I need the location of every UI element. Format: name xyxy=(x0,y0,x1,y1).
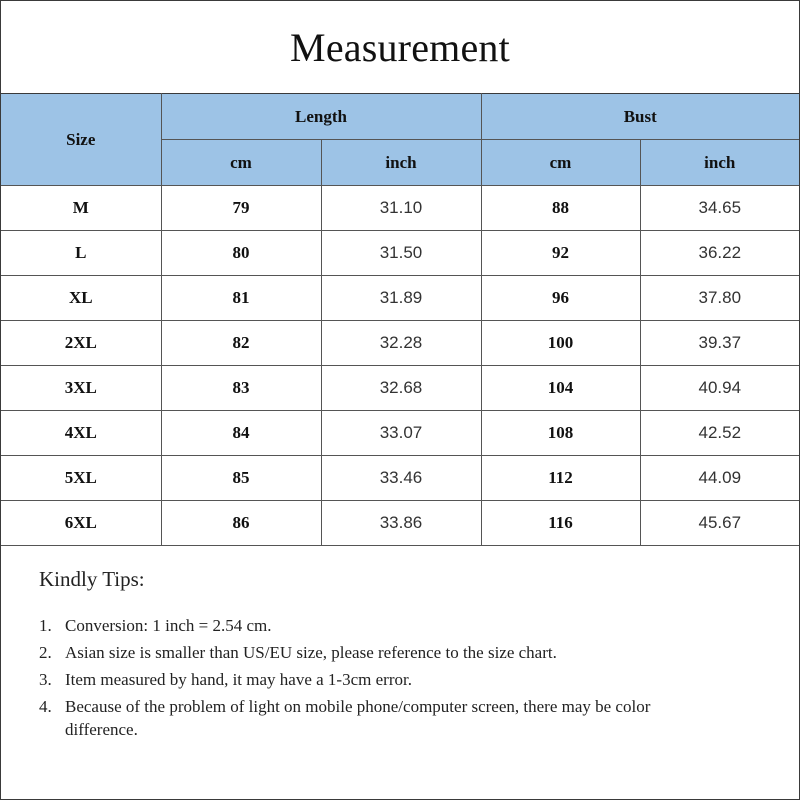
bust-cm-cell: 100 xyxy=(481,321,640,366)
length-cm-cell: 85 xyxy=(161,456,321,501)
tip-item xyxy=(39,641,779,664)
page-title: Measurement xyxy=(290,24,510,70)
bust-cm-cell: 112 xyxy=(481,456,640,501)
bust-inch-cell: 40.94 xyxy=(640,366,799,411)
bust-inch-cell: 45.67 xyxy=(640,501,799,546)
length-inch-cell: 32.28 xyxy=(321,321,481,366)
table-row xyxy=(1,501,799,546)
bust-inch-cell: 39.37 xyxy=(640,321,799,366)
tip-number: 2. xyxy=(39,643,52,662)
length-cm-cell: 84 xyxy=(161,411,321,456)
size-cell: L xyxy=(1,231,161,276)
length-inch-cell: 33.46 xyxy=(321,456,481,501)
kindly-tips xyxy=(39,567,779,745)
bust-inch-cell: 37.80 xyxy=(640,276,799,321)
table-row xyxy=(1,231,799,276)
table-row xyxy=(1,186,799,231)
table-row xyxy=(1,456,799,501)
length-inch-cell: 31.50 xyxy=(321,231,481,276)
bust-cm-cell: 104 xyxy=(481,366,640,411)
bust-inch-cell: 44.09 xyxy=(640,456,799,501)
tip-item xyxy=(39,695,779,741)
size-cell: 3XL xyxy=(1,366,161,411)
length-cm-header: cm xyxy=(161,140,321,186)
bust-cm-cell: 92 xyxy=(481,231,640,276)
tip-text: Asian size is smaller than US/EU size, please reference to the size chart. xyxy=(65,643,557,662)
length-inch-cell: 32.68 xyxy=(321,366,481,411)
length-cm-cell: 81 xyxy=(161,276,321,321)
bust-inch-cell: 36.22 xyxy=(640,231,799,276)
tip-text: Conversion: 1 inch = 2.54 cm. xyxy=(65,616,272,635)
tip-number: 4. xyxy=(39,697,52,716)
length-cm-cell: 80 xyxy=(161,231,321,276)
size-cell: 5XL xyxy=(1,456,161,501)
length-cm-cell: 83 xyxy=(161,366,321,411)
length-cm-cell: 86 xyxy=(161,501,321,546)
table-row xyxy=(1,366,799,411)
length-inch-cell: 31.10 xyxy=(321,186,481,231)
length-group-header: Length xyxy=(161,94,481,140)
bust-cm-header: cm xyxy=(481,140,640,186)
length-cm-cell: 79 xyxy=(161,186,321,231)
size-cell: 6XL xyxy=(1,501,161,546)
tip-item xyxy=(39,614,779,637)
tip-number: 1. xyxy=(39,616,52,635)
table-row xyxy=(1,276,799,321)
bust-inch-cell: 34.65 xyxy=(640,186,799,231)
size-table xyxy=(1,93,799,546)
length-cm-cell: 82 xyxy=(161,321,321,366)
bust-cm-cell: 116 xyxy=(481,501,640,546)
size-cell: 2XL xyxy=(1,321,161,366)
tips-title: Kindly Tips: xyxy=(39,567,145,591)
table-row xyxy=(1,321,799,366)
length-inch-cell: 33.07 xyxy=(321,411,481,456)
table-header-row xyxy=(1,94,799,140)
size-column-header: Size xyxy=(1,94,161,186)
length-inch-cell: 33.86 xyxy=(321,501,481,546)
bust-cm-cell: 96 xyxy=(481,276,640,321)
tip-text: Item measured by hand, it may have a 1-3cm error. xyxy=(65,670,412,689)
bust-inch-header: inch xyxy=(640,140,799,186)
bust-inch-cell: 42.52 xyxy=(640,411,799,456)
length-inch-header: inch xyxy=(321,140,481,186)
tip-item xyxy=(39,668,779,691)
tip-number: 3. xyxy=(39,670,52,689)
bust-cm-cell: 88 xyxy=(481,186,640,231)
size-cell: XL xyxy=(1,276,161,321)
tips-list xyxy=(39,614,779,741)
size-cell: 4XL xyxy=(1,411,161,456)
length-inch-cell: 31.89 xyxy=(321,276,481,321)
table-row xyxy=(1,411,799,456)
table-body xyxy=(1,186,799,546)
size-cell: M xyxy=(1,186,161,231)
bust-group-header: Bust xyxy=(481,94,799,140)
tip-text: Because of the problem of light on mobile phone/computer screen, there may be color difference. xyxy=(65,697,651,739)
bust-cm-cell: 108 xyxy=(481,411,640,456)
